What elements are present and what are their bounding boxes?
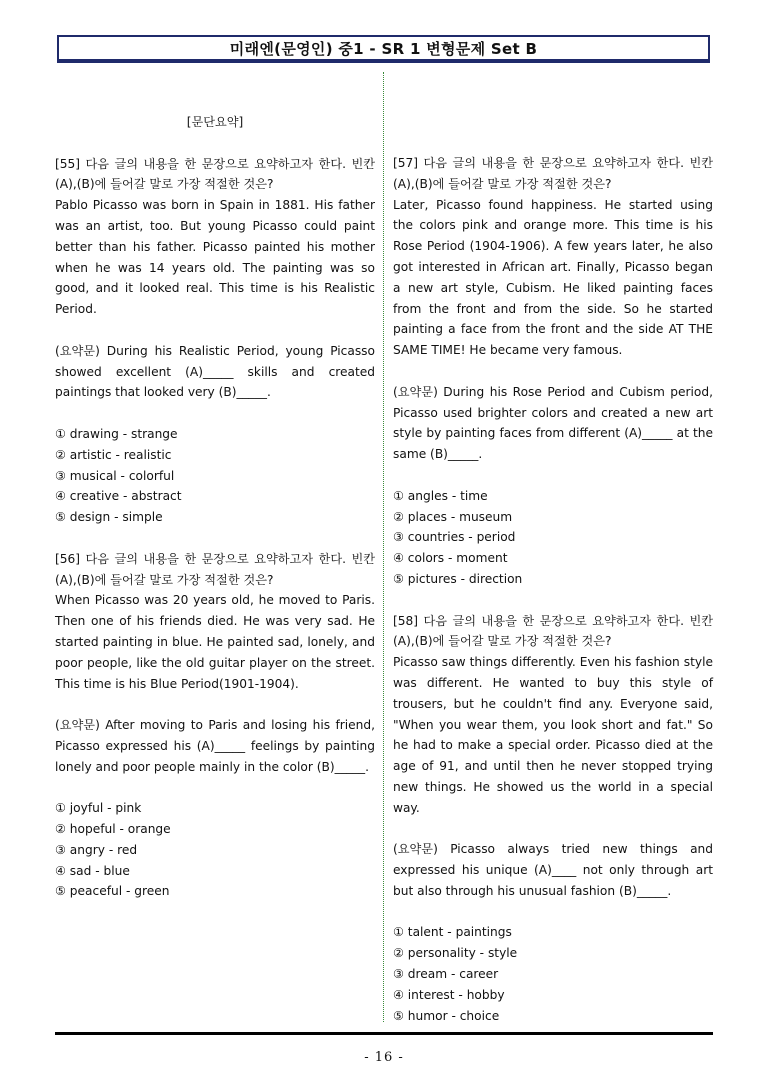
question-57-passage: Later, Picasso found happiness. He started using the colors pink and orange more. This time is his Rose Period (1904-1906). A few years later, he also got interested in African art. Finally, Picasso began a new art style, Cubism. He liked painting faces from the front and from the side. So he started painting a face from the front and the side AT THE SAME TIME! He became very famous. xyxy=(393,197,713,358)
question-55-prompt: [55] 다음 글의 내용을 한 문장으로 요약하고자 한다. 빈칸 (A),(B)에 들어갈 말로 가장 적절한 것은? xyxy=(55,156,375,192)
option-56-2: ② hopeful - orange xyxy=(55,822,171,837)
option-57-2: ② places - museum xyxy=(393,509,513,524)
question-57-summary: (요약문) During his Rose Period and Cubism period, Picasso used brighter colors and created a new art style by painting faces from different (A)_____ at the same (B)_____. xyxy=(393,384,713,462)
section-label: [문단요약] xyxy=(186,115,244,129)
option-55-3: ③ musical - colorful xyxy=(55,468,175,483)
option-57-1: ① angles - time xyxy=(393,488,488,503)
question-55-passage: Pablo Picasso was born in Spain in 1881. His father was an artist, too. But young Picasso could paint better than his father. Picasso painted his mother when he was 14 years old. The painting was so good, and it looked real. This time is his Realistic Period. xyxy=(55,198,375,317)
option-57-4: ④ colors - moment xyxy=(393,551,508,566)
option-56-5: ⑤ peaceful - green xyxy=(55,884,170,899)
question-57 xyxy=(393,153,713,590)
footer-rule xyxy=(55,1032,713,1035)
header-title-box xyxy=(57,35,710,63)
option-58-3: ③ dream - career xyxy=(393,967,499,982)
option-56-4: ④ sad - blue xyxy=(55,863,130,878)
question-56-summary: (요약문) After moving to Paris and losing his friend, Picasso expressed his (A)_____ feelings by painting lonely and poor people mainly in the color (B)_____. xyxy=(55,718,375,774)
option-57-5: ⑤ pictures - direction xyxy=(393,571,523,586)
question-58-passage: Picasso saw things differently. Even his fashion style was different. He wanted to buy this style of trousers, but he couldn't find any. Everyone said, "When you wear them, you look short and fat." So he had to make a special order. Picasso died at the age of 91, and until then he never stopped trying new things. He showed us the world in a special way. xyxy=(393,655,713,815)
option-58-2: ② personality - style xyxy=(393,946,518,961)
question-55-summary: (요약문) During his Realistic Period, young Picasso showed excellent (A)_____ skills and created paintings that looked very (B)_____. xyxy=(55,343,375,400)
right-column xyxy=(393,153,713,1026)
column-divider xyxy=(383,72,384,1022)
option-55-5: ⑤ design - simple xyxy=(55,510,163,525)
left-column xyxy=(55,112,375,902)
question-58 xyxy=(393,611,713,1027)
option-55-1: ① drawing - strange xyxy=(55,426,178,441)
option-58-5: ⑤ humor - choice xyxy=(393,1008,500,1023)
option-56-1: ① joyful - pink xyxy=(55,801,142,816)
question-56-prompt: [56] 다음 글의 내용을 한 문장으로 요약하고자 한다. 빈칸 (A),(B)에 들어갈 말로 가장 적절한 것은? xyxy=(55,551,375,587)
page-number: - 16 - xyxy=(364,1050,404,1065)
question-56-passage: When Picasso was 20 years old, he moved to Paris. Then one of his friends died. He was very sad. He started painting in blue. He painted sad, lonely, and poor people, like the old guitar player on the street. This time is his Blue Period(1901-1904). xyxy=(55,593,375,691)
question-55 xyxy=(55,154,375,528)
option-57-3: ③ countries - period xyxy=(393,530,516,545)
page-title: 미래엔(문영인) 중1 - SR 1 변형문제 Set B xyxy=(229,39,538,58)
question-56 xyxy=(55,549,375,903)
option-58-4: ④ interest - hobby xyxy=(393,987,505,1002)
question-57-prompt: [57] 다음 글의 내용을 한 문장으로 요약하고자 한다. 빈칸 (A),(B)에 들어갈 말로 가장 적절한 것은? xyxy=(393,156,713,191)
question-58-summary: (요약문) Picasso always tried new things and expressed his unique (A)____ not only through art but also through his unusual fashion (B)_____. xyxy=(393,842,713,898)
question-58-prompt: [58] 다음 글의 내용을 한 문장으로 요약하고자 한다. 빈칸 (A),(B)에 들어갈 말로 가장 적절한 것은? xyxy=(393,613,713,649)
option-55-4: ④ creative - abstract xyxy=(55,489,182,504)
option-56-3: ③ angry - red xyxy=(55,842,138,857)
option-58-1: ① talent - paintings xyxy=(393,925,512,940)
option-55-2: ② artistic - realistic xyxy=(55,447,172,462)
